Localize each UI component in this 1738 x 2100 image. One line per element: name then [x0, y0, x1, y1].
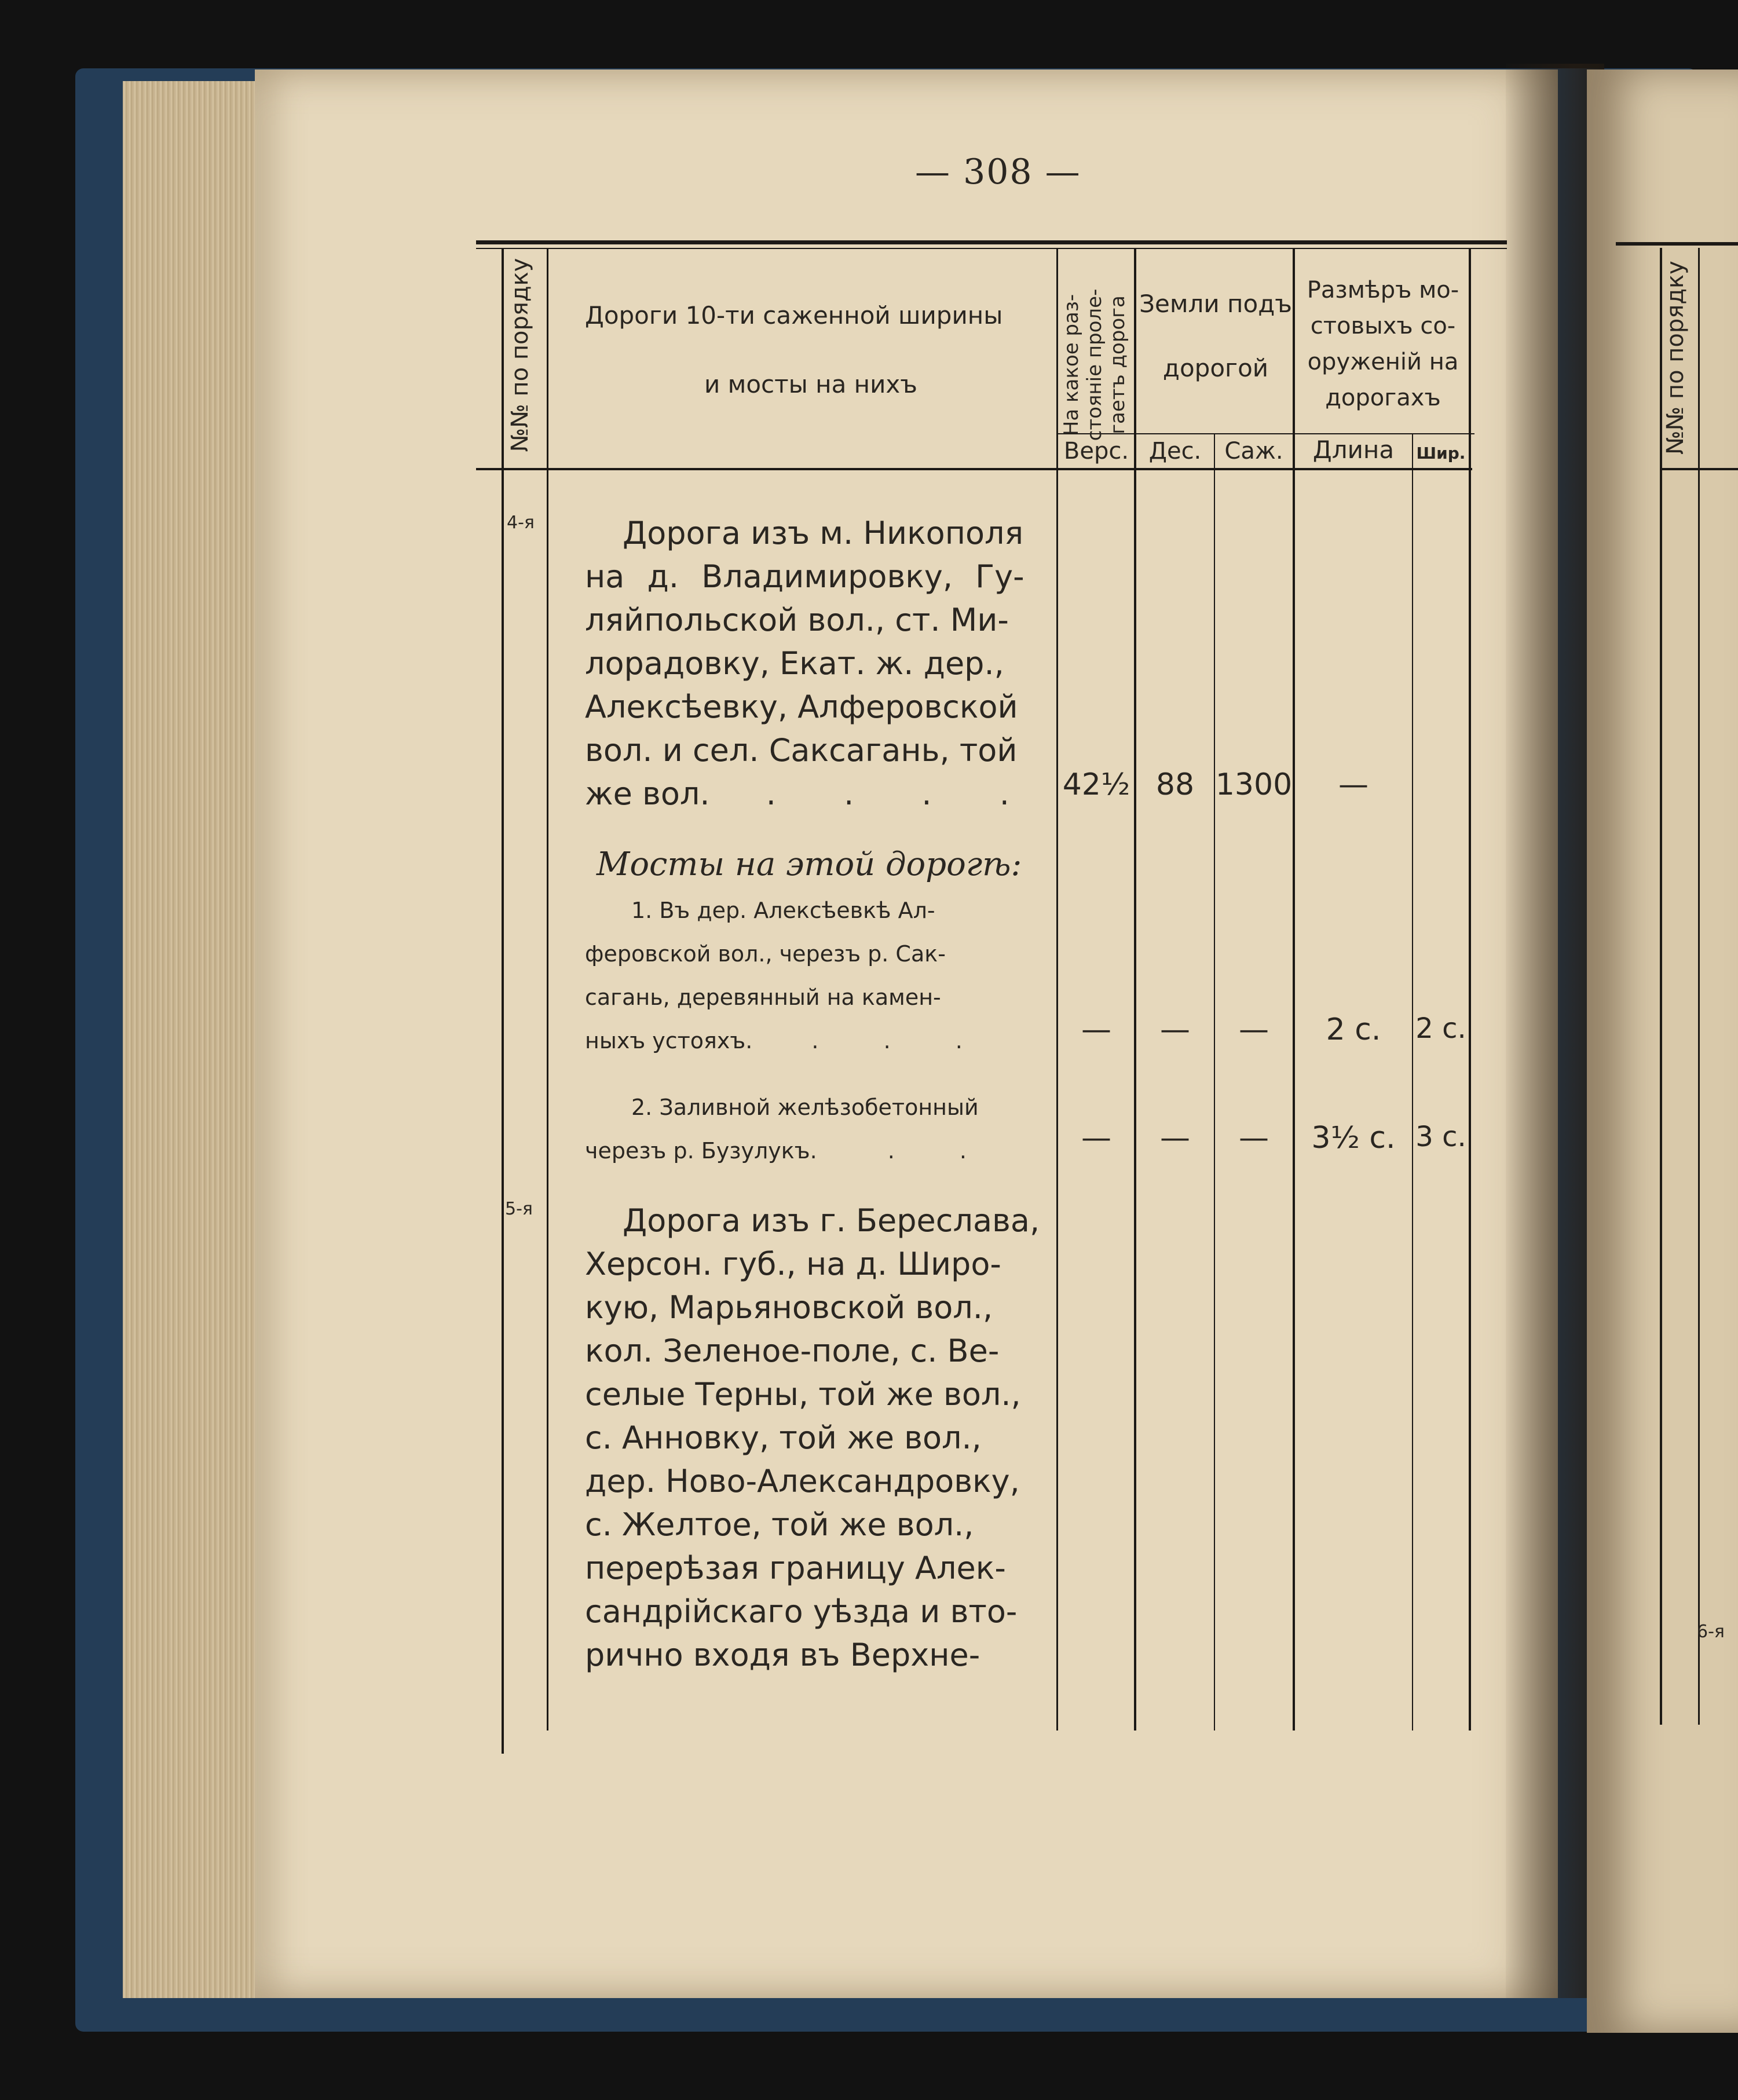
right-page-row-number: 6-я: [1697, 1622, 1725, 1642]
header-distance-line1: На какое раз-: [1060, 294, 1083, 436]
bridge1-sazh: —: [1239, 1012, 1269, 1047]
bridge2-des: —: [1160, 1121, 1190, 1155]
col-line-left-border: [502, 248, 504, 1754]
row-number-4: 4-я: [507, 513, 535, 533]
col-line-len: [1412, 433, 1413, 1731]
header-size-line4: дорогахъ: [1325, 385, 1441, 411]
right-page-header-bottom-rule: [1660, 468, 1738, 470]
bridge1-line2: феровской вол., черезъ р. Сак-: [585, 941, 946, 967]
bridge2-sazh: —: [1239, 1121, 1269, 1155]
col-line-right: [1469, 248, 1471, 1731]
row-4-description: [585, 511, 1038, 815]
header-land-line1: Земли подъ: [1139, 290, 1292, 318]
bridge2-dots: . .: [887, 1138, 996, 1164]
row4-dots: . . . .: [766, 775, 1038, 812]
row4-sazh: 1300: [1215, 767, 1293, 802]
row-number-5: 5-я: [505, 1199, 533, 1219]
row5-line10: сандрійскаго уѣзда и вто-: [585, 1593, 1018, 1630]
bridge-2-description: [585, 1086, 1037, 1173]
col-line-text: [1056, 248, 1058, 1731]
col-line-rowno: [547, 248, 548, 1731]
header-size-line2: стовыхъ со-: [1310, 313, 1456, 339]
header-land: [1137, 290, 1294, 382]
subheader-vers: Верс.: [1063, 438, 1129, 464]
bridge2-width: 3 с.: [1415, 1121, 1466, 1153]
col-line-sazh: [1293, 248, 1295, 1731]
row5-line11: рично входя въ Верхне-: [585, 1637, 980, 1673]
col-line-vers: [1134, 248, 1136, 1731]
row4-des: 88: [1155, 767, 1195, 802]
header-distance-line2: стояніе проле-: [1083, 288, 1106, 441]
row5-line8: с. Желтое, той же вол.,: [585, 1506, 974, 1543]
row4-line4: лорадовку, Екат. ж. дер.,: [585, 645, 1004, 682]
table-top-rule: [476, 240, 1507, 244]
bridge1-dots: . . .: [811, 1028, 991, 1053]
header-distance-line3: гаетъ дорога: [1106, 295, 1129, 434]
row5-line4: кол. Зеленое-поле, с. Ве-: [585, 1333, 1000, 1369]
bridge1-width: 2 с.: [1415, 1012, 1466, 1045]
table-top-rule-thin: [476, 248, 1507, 249]
row4-line7-text: же вол.: [585, 775, 710, 812]
row4-line3: ляйпольской вол., ст. Ми-: [585, 602, 1009, 638]
bridge1-vers: —: [1081, 1012, 1111, 1047]
header-roads-line2: и мосты на нихъ: [704, 370, 917, 398]
row4-line2: на д. Владимировку, Гу-: [585, 558, 1024, 595]
row5-line1: Дорога изъ г. Берeслава,: [623, 1202, 1040, 1239]
row5-line5: селые Терны, той же вол.,: [585, 1376, 1021, 1413]
right-page-header-row-number: №№ по порядку: [1662, 261, 1689, 455]
header-roads: [556, 301, 1054, 398]
header-row-number: №№ по порядку: [507, 258, 533, 452]
subheader-length: Длина: [1312, 436, 1395, 464]
row5-line7: дер. Ново-Александровку,: [585, 1463, 1020, 1499]
row4-line1: Дорога изъ м. Никополя: [623, 515, 1024, 551]
header-size-line1: Размѣръ мо-: [1307, 277, 1459, 303]
header-land-line2: дорогой: [1162, 354, 1269, 382]
bridge1-des: —: [1160, 1012, 1190, 1047]
header-size-line3: оруженій на: [1307, 349, 1459, 375]
bridge2-line1: 2. Заливной желѣзобетонный: [631, 1095, 979, 1120]
bridges-heading: Мосты на этой дорогѣ:: [597, 846, 1022, 883]
header-bottom-rule: [476, 468, 1472, 470]
subheader-width: Шир.: [1416, 444, 1466, 463]
page-number: — 308 —: [915, 152, 1081, 192]
row5-line9: перерѣзая границу Алек-: [585, 1550, 1006, 1586]
row4-line6: вол. и сел. Саксагань, той: [585, 732, 1018, 769]
bridge2-line2-text: черезъ р. Бузулукъ.: [585, 1138, 817, 1164]
subheader-des: Дес.: [1148, 438, 1202, 464]
bridge2-line2: [585, 1129, 1037, 1173]
bridge2-length: 3½ с.: [1311, 1121, 1396, 1155]
col-line-des: [1214, 433, 1215, 1731]
header-size: [1296, 272, 1470, 416]
bridge1-line4-text: ныхъ устояхъ.: [585, 1028, 753, 1053]
header-distance: [1060, 278, 1135, 452]
header-roads-line1: Дороги 10-ти саженной ширины: [585, 301, 1003, 330]
bridge-1-description: [585, 889, 1037, 1063]
bridge1-line3: сагань, деревянный на камен-: [585, 985, 941, 1010]
bridge1-line1: 1. Въ дер. Алексѣевкѣ Ал-: [631, 898, 935, 923]
right-page-top-rule: [1616, 242, 1738, 246]
row4-length: —: [1338, 767, 1369, 802]
row-5-description: [585, 1199, 1040, 1677]
row4-vers: 42½: [1062, 767, 1130, 802]
row4-line7: [585, 772, 1038, 815]
bridge1-length: 2 с.: [1326, 1012, 1381, 1047]
bridge1-line4: [585, 1019, 1037, 1063]
row4-line5: Алексѣевку, Алферовской: [585, 689, 1018, 725]
row5-line2: Херсон. губ., на д. Широ-: [585, 1246, 1001, 1282]
bridge2-vers: —: [1081, 1121, 1111, 1155]
row5-line6: с. Анновку, той же вол.,: [585, 1419, 982, 1456]
subheader-sazh: Саж.: [1224, 438, 1283, 464]
row5-line3: кую, Марьяновской вол.,: [585, 1289, 993, 1326]
